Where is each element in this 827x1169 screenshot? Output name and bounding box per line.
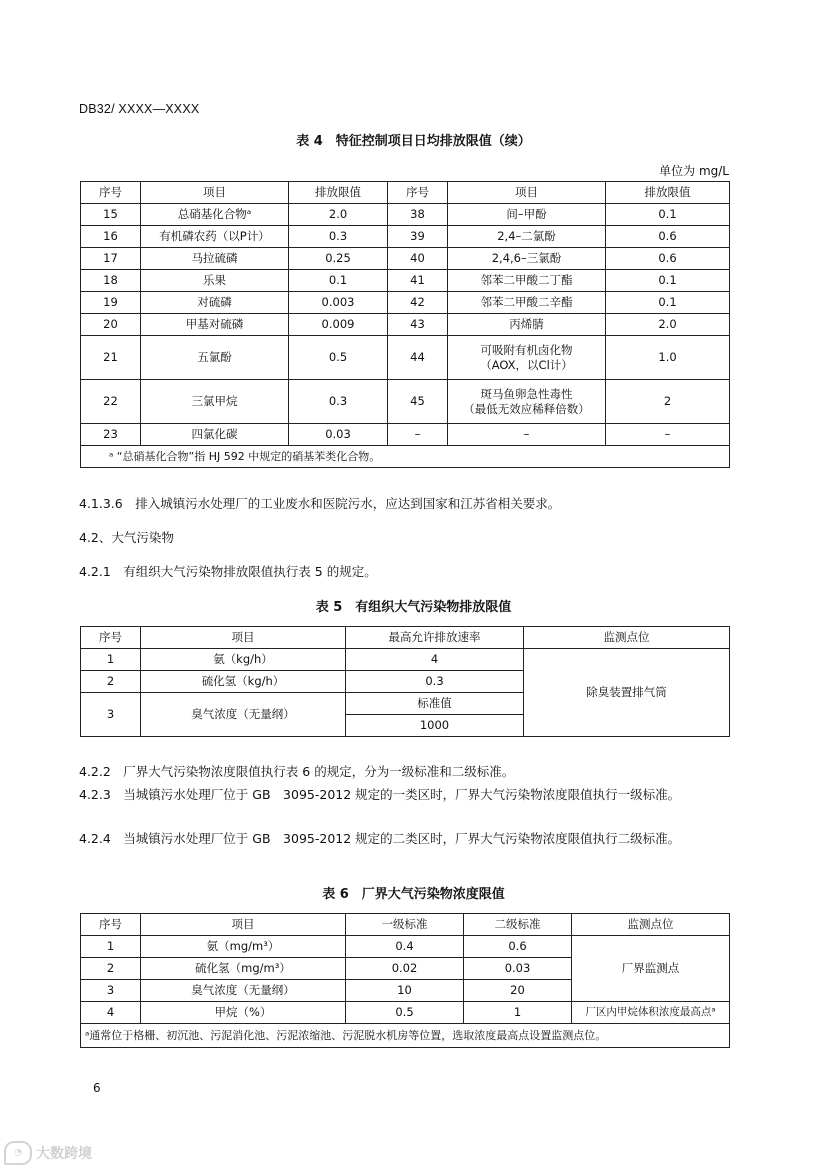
table-row bbox=[81, 424, 730, 446]
cell: 1 bbox=[81, 649, 141, 671]
cell: 15 bbox=[81, 204, 141, 226]
cell: 4 bbox=[81, 1002, 141, 1024]
cell: 乐果 bbox=[141, 270, 289, 292]
table-row bbox=[81, 936, 730, 958]
table6-caption: 表 6 厂界大气污染物浓度限值 bbox=[322, 887, 505, 902]
cell: 19 bbox=[81, 292, 141, 314]
cell: 对硫磷 bbox=[141, 292, 289, 314]
table-note-row bbox=[81, 446, 730, 468]
cell: 2.0 bbox=[289, 204, 388, 226]
cell: 臭气浓度（无量纲） bbox=[141, 693, 346, 737]
cell: 1000 bbox=[346, 715, 524, 737]
table-row bbox=[81, 270, 730, 292]
cell: 0.3 bbox=[289, 380, 388, 424]
cell: 16 bbox=[81, 226, 141, 248]
header-cell: 序号 bbox=[388, 182, 448, 204]
cell bbox=[448, 336, 606, 380]
cell: 2.0 bbox=[606, 314, 730, 336]
cell: 0.1 bbox=[606, 270, 730, 292]
header-cell: 序号 bbox=[81, 627, 141, 649]
cell: 0.03 bbox=[289, 424, 388, 446]
cell: 氨（kg/h） bbox=[141, 649, 346, 671]
cell: 2,4,6–三氯酚 bbox=[448, 248, 606, 270]
clause-4-1-3-6: 4.1.3.6 排入城镇污水处理厂的工业废水和医院污水，应达到国家和江苏省相关要求。 bbox=[79, 496, 561, 511]
cell: 39 bbox=[388, 226, 448, 248]
cell: 23 bbox=[81, 424, 141, 446]
cell: 总硝基化合物ᵃ bbox=[141, 204, 289, 226]
cell: 甲基对硫磷 bbox=[141, 314, 289, 336]
cell: 标准值 bbox=[346, 693, 524, 715]
cell: 邻苯二甲酸二丁酯 bbox=[448, 270, 606, 292]
cell: 0.3 bbox=[289, 226, 388, 248]
table6-footnote: ᵃ通常位于格栅、初沉池、污泥消化池、污泥浓缩池、污泥脱水机房等位置，选取浓度最高点设置监测点位。 bbox=[81, 1024, 730, 1048]
cell: 43 bbox=[388, 314, 448, 336]
cell: 2 bbox=[81, 958, 141, 980]
monitoring-site-cell: 除臭装置排气筒 bbox=[524, 649, 730, 737]
cell: – bbox=[388, 424, 448, 446]
cell: 41 bbox=[388, 270, 448, 292]
watermark bbox=[4, 1141, 92, 1165]
cell: 0.1 bbox=[289, 270, 388, 292]
cell: 2 bbox=[606, 380, 730, 424]
cell: 硫化氢（mg/m³） bbox=[141, 958, 346, 980]
header-cell: 项目 bbox=[141, 182, 289, 204]
cell: 0.6 bbox=[606, 248, 730, 270]
header-cell: 监测点位 bbox=[524, 627, 730, 649]
header-cell: 二级标准 bbox=[464, 914, 572, 936]
cell: 0.1 bbox=[606, 204, 730, 226]
cell: 0.5 bbox=[346, 1002, 464, 1024]
cell: 21 bbox=[81, 336, 141, 380]
table4-caption: 表 4 特征控制项目日均排放限值（续） bbox=[296, 134, 531, 149]
cell-line: （AOX，以Cl计） bbox=[480, 357, 573, 372]
cell: 20 bbox=[81, 314, 141, 336]
header-cell: 最高允许排放速率 bbox=[346, 627, 524, 649]
table-row bbox=[81, 380, 730, 424]
header-cell: 项目 bbox=[141, 627, 346, 649]
cell: 18 bbox=[81, 270, 141, 292]
header-cell: 序号 bbox=[81, 182, 141, 204]
cell: 45 bbox=[388, 380, 448, 424]
cell: 20 bbox=[464, 980, 572, 1002]
cell: 五氯酚 bbox=[141, 336, 289, 380]
cell: 17 bbox=[81, 248, 141, 270]
table5 bbox=[80, 626, 730, 737]
table-row bbox=[81, 314, 730, 336]
clause-4-2-2: 4.2.2 厂界大气污染物浓度限值执行表 6 的规定，分为一级标准和二级标准。 bbox=[79, 764, 515, 779]
cell: 3 bbox=[81, 693, 141, 737]
cell: 0.03 bbox=[464, 958, 572, 980]
cell: – bbox=[606, 424, 730, 446]
cell: 0.02 bbox=[346, 958, 464, 980]
cell: 1 bbox=[464, 1002, 572, 1024]
cell: 四氯化碳 bbox=[141, 424, 289, 446]
cell: 0.5 bbox=[289, 336, 388, 380]
cell: – bbox=[448, 424, 606, 446]
table-header-row bbox=[81, 627, 730, 649]
cell-line: 可吸附有机卤化物 bbox=[480, 342, 573, 357]
cell: 1 bbox=[81, 936, 141, 958]
section-heading-4-2: 4.2、大气污染物 bbox=[79, 530, 174, 545]
watermark-logo-icon: ◔ bbox=[4, 1141, 32, 1165]
cell: 10 bbox=[346, 980, 464, 1002]
document-code: DB32/ XXXX—XXXX bbox=[79, 102, 200, 116]
header-cell: 一级标准 bbox=[346, 914, 464, 936]
header-cell: 排放限值 bbox=[606, 182, 730, 204]
table4 bbox=[80, 181, 730, 468]
cell: 氨（mg/m³） bbox=[141, 936, 346, 958]
clause-4-2-3: 4.2.3 当城镇污水处理厂位于 GB 3095-2012 规定的一类区时，厂界大气污染物浓度限值执行一级标准。 bbox=[79, 787, 681, 802]
header-cell: 项目 bbox=[141, 914, 346, 936]
table-header-row bbox=[81, 914, 730, 936]
header-cell: 监测点位 bbox=[572, 914, 730, 936]
table-row bbox=[81, 1002, 730, 1024]
cell: 臭气浓度（无量纲） bbox=[141, 980, 346, 1002]
cell: 42 bbox=[388, 292, 448, 314]
table6 bbox=[80, 913, 730, 1048]
cell: 0.4 bbox=[346, 936, 464, 958]
cell: 间–甲酚 bbox=[448, 204, 606, 226]
cell: 0.3 bbox=[346, 671, 524, 693]
table-row bbox=[81, 226, 730, 248]
cell-line: 斑马鱼卵急性毒性 bbox=[480, 386, 573, 401]
cell: 4 bbox=[346, 649, 524, 671]
table-note-row bbox=[81, 1024, 730, 1048]
table5-caption: 表 5 有组织大气污染物排放限值 bbox=[315, 600, 512, 615]
cell: 0.003 bbox=[289, 292, 388, 314]
cell: 邻苯二甲酸二辛酯 bbox=[448, 292, 606, 314]
cell: 2,4–二氯酚 bbox=[448, 226, 606, 248]
table4-footnote: ᵃ “总硝基化合物”指 HJ 592 中规定的硝基苯类化合物。 bbox=[81, 446, 730, 468]
cell: 38 bbox=[388, 204, 448, 226]
cell bbox=[448, 380, 606, 424]
watermark-text: 大数跨境 bbox=[36, 1146, 92, 1162]
cell: 马拉硫磷 bbox=[141, 248, 289, 270]
page-number: 6 bbox=[93, 1081, 101, 1095]
cell: 有机磷农药（以P计） bbox=[141, 226, 289, 248]
header-cell: 排放限值 bbox=[289, 182, 388, 204]
cell: 44 bbox=[388, 336, 448, 380]
cell: 2 bbox=[81, 671, 141, 693]
cell: 40 bbox=[388, 248, 448, 270]
header-cell: 序号 bbox=[81, 914, 141, 936]
cell: 0.6 bbox=[606, 226, 730, 248]
table-row bbox=[81, 204, 730, 226]
cell: 0.6 bbox=[464, 936, 572, 958]
cell-line: （最低无效应稀释倍数） bbox=[463, 401, 590, 416]
monitoring-site-cell: 厂界监测点 bbox=[572, 936, 730, 1002]
table-header-row bbox=[81, 182, 730, 204]
cell: 三氯甲烷 bbox=[141, 380, 289, 424]
cell: 甲烷（%） bbox=[141, 1002, 346, 1024]
cell: 0.009 bbox=[289, 314, 388, 336]
cell: 0.25 bbox=[289, 248, 388, 270]
clause-4-2-1: 4.2.1 有组织大气污染物排放限值执行表 5 的规定。 bbox=[79, 564, 377, 579]
table-row bbox=[81, 649, 730, 671]
clause-4-2-4: 4.2.4 当城镇污水处理厂位于 GB 3095-2012 规定的二类区时，厂界大气污染物浓度限值执行二级标准。 bbox=[79, 831, 681, 846]
header-cell: 项目 bbox=[448, 182, 606, 204]
cell: 0.1 bbox=[606, 292, 730, 314]
cell: 1.0 bbox=[606, 336, 730, 380]
cell: 丙烯腈 bbox=[448, 314, 606, 336]
table-row bbox=[81, 292, 730, 314]
cell: 硫化氢（kg/h） bbox=[141, 671, 346, 693]
table-row bbox=[81, 248, 730, 270]
monitoring-site-cell: 厂区内甲烷体积浓度最高点ᵃ bbox=[572, 1002, 730, 1024]
cell: 3 bbox=[81, 980, 141, 1002]
table-row bbox=[81, 336, 730, 380]
table4-unit: 单位为 mg/L bbox=[659, 164, 729, 178]
cell: 22 bbox=[81, 380, 141, 424]
